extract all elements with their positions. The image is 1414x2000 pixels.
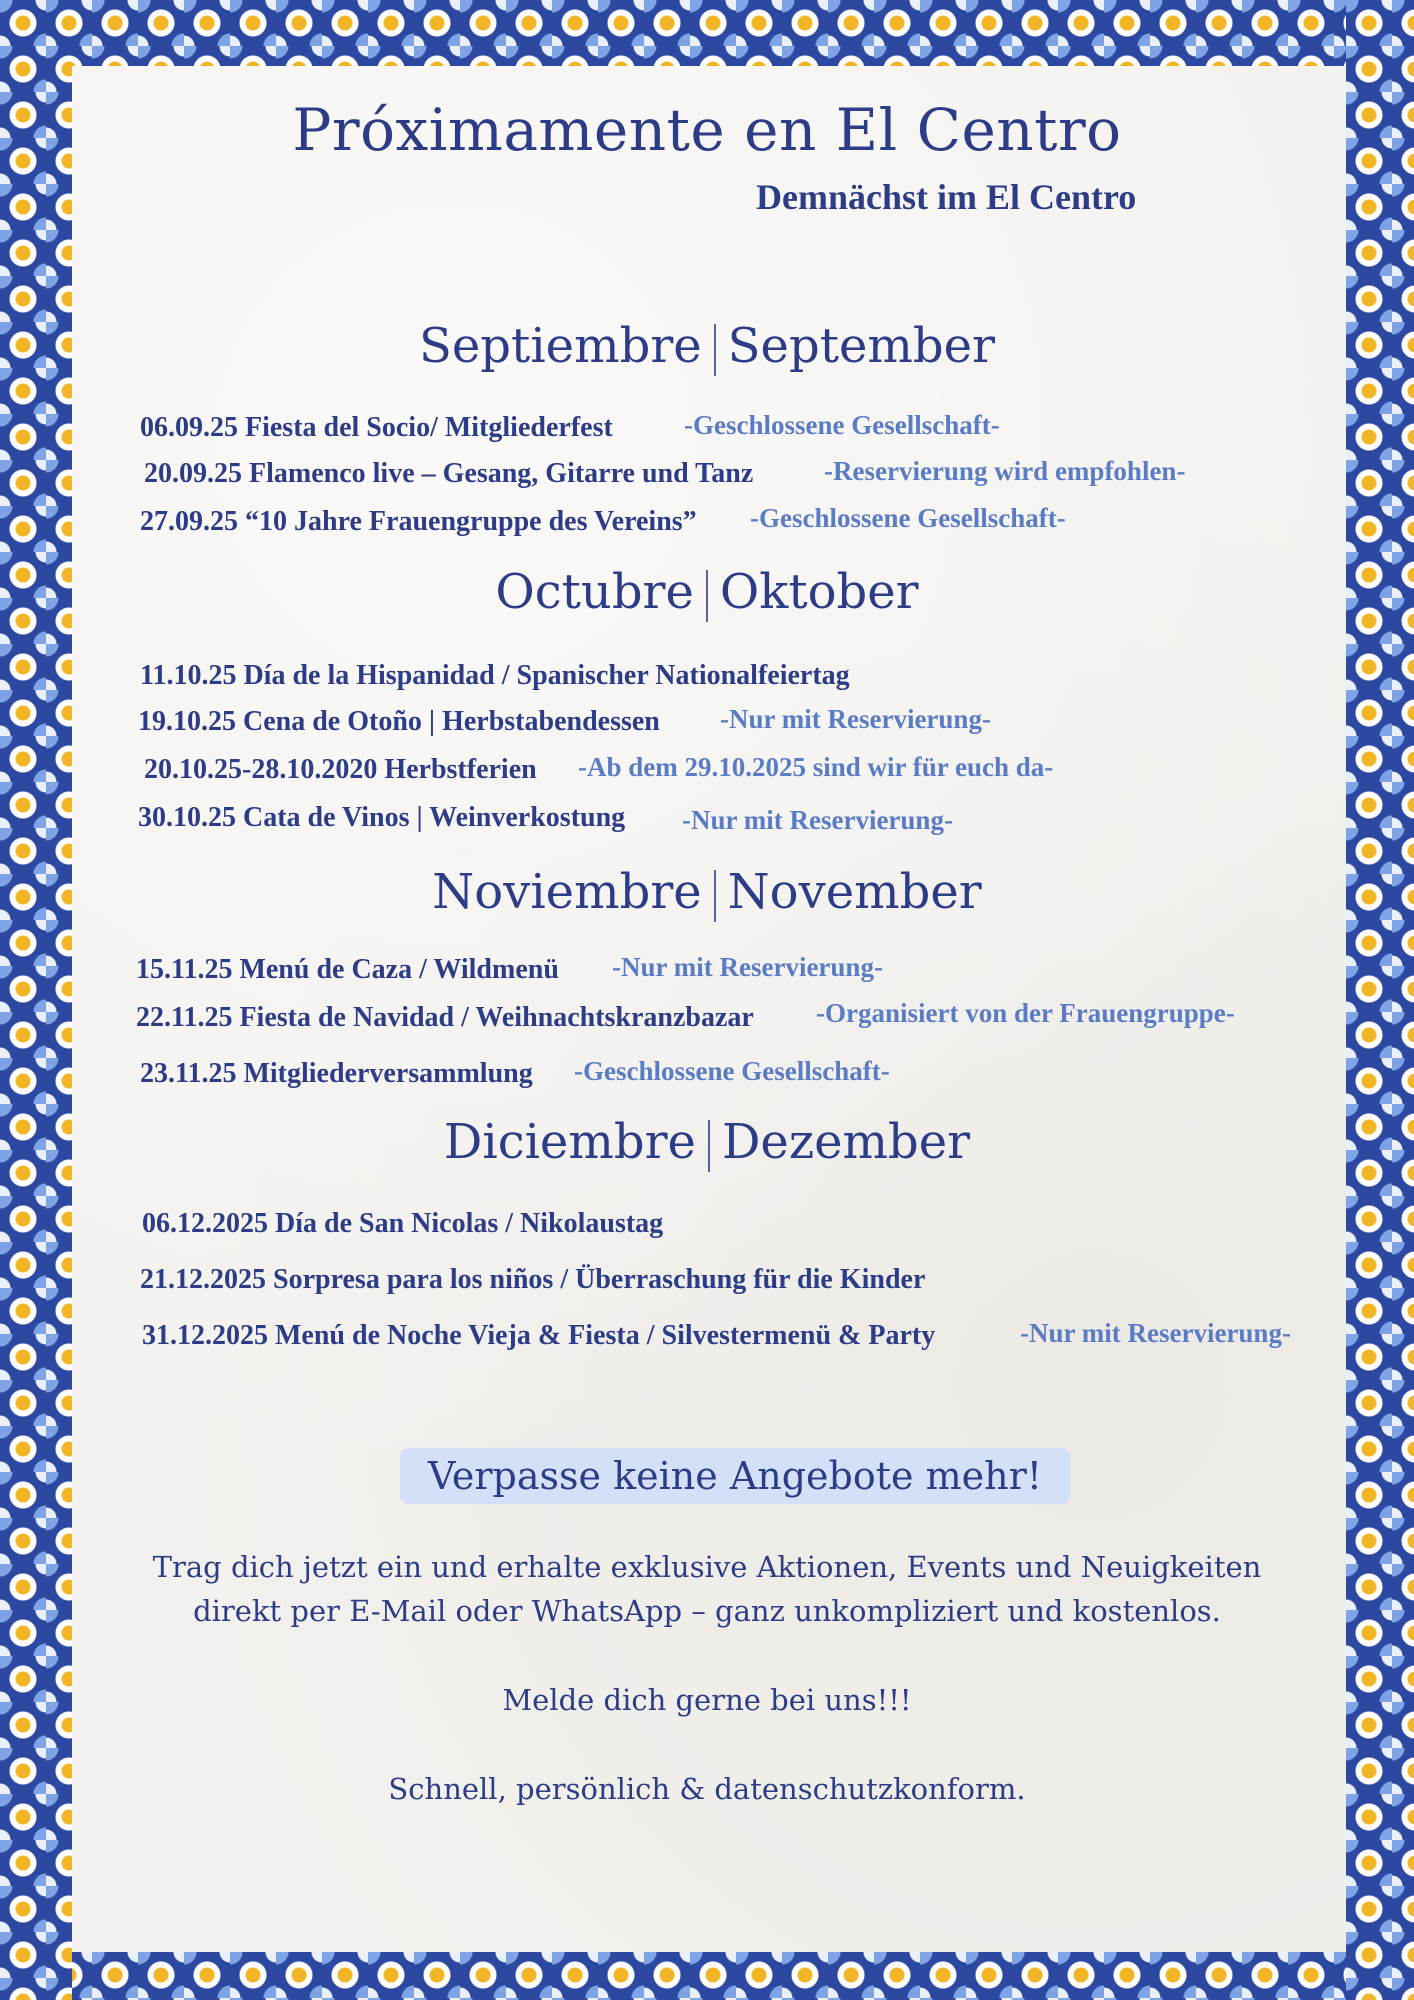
event-item: 27.09.25 “10 Jahre Frauengruppe des Vereins”: [140, 506, 697, 537]
month-name-de: Oktober: [719, 564, 919, 620]
event-note: -Geschlossene Gesellschaft-: [574, 1056, 890, 1086]
cta-headline: Verpasse keine Angebote mehr!: [427, 1454, 1043, 1498]
event-note: -Nur mit Reservierung-: [1020, 1318, 1291, 1348]
month-name-de: September: [727, 318, 995, 374]
month-name-de: November: [727, 864, 982, 920]
month-heading-september: [0, 318, 1414, 376]
cta-footer: Schnell, persönlich & datenschutzkonform.: [388, 1772, 1026, 1806]
event-item: 06.09.25 Fiesta del Socio/ Mitgliederfest: [140, 412, 613, 443]
event-note: -Organisiert von der Frauengruppe-: [816, 998, 1235, 1028]
month-separator: [714, 324, 716, 376]
tile-border-bottom: [0, 1952, 1414, 2000]
month-separator: [706, 570, 708, 622]
month-heading-november: [0, 864, 1414, 922]
page-title: Próximamente en El Centro: [292, 96, 1122, 164]
event-item: 11.10.25 Día de la Hispanidad / Spanischer Nationalfeiertag: [140, 660, 850, 691]
event-item: 19.10.25 Cena de Otoño | Herbstabendessen: [138, 706, 660, 737]
event-item: 31.12.2025 Menú de Noche Vieja & Fiesta / Silvestermenü & Party: [142, 1320, 936, 1351]
event-item: 06.12.2025 Día de San Nicolas / Nikolaustag: [142, 1208, 664, 1239]
event-item: 30.10.25 Cata de Vinos | Weinverkostung: [138, 802, 626, 833]
cta-text-line-1: Trag dich jetzt ein und erhalte exklusive Aktionen, Events und Neuigkeiten: [152, 1550, 1262, 1584]
event-item: 21.12.2025 Sorpresa para los niños / Überraschung für die Kinder: [140, 1264, 926, 1295]
event-note: -Nur mit Reservierung-: [682, 805, 953, 835]
event-note: -Nur mit Reservierung-: [612, 952, 883, 982]
month-separator: [714, 870, 716, 922]
event-note: -Reservierung wird empfohlen-: [824, 456, 1186, 486]
tile-border-top: [0, 0, 1414, 66]
event-note: -Geschlossene Gesellschaft-: [750, 503, 1066, 533]
month-name-es: Septiembre: [419, 318, 702, 374]
event-note: -Ab dem 29.10.2025 sind wir für euch da-: [578, 752, 1054, 782]
event-item: 23.11.25 Mitgliederversammlung: [140, 1058, 533, 1089]
event-item: 22.11.25 Fiesta de Navidad / Weihnachtskranzbazar: [136, 1002, 754, 1033]
month-name-es: Noviembre: [432, 864, 702, 920]
event-note: -Nur mit Reservierung-: [720, 704, 991, 734]
event-item: 20.09.25 Flamenco live – Gesang, Gitarre und Tanz: [144, 458, 754, 489]
event-item: 20.10.25-28.10.2020 Herbstferien: [144, 754, 537, 785]
cta-text-line-2: direkt per E-Mail oder WhatsApp – ganz unkompliziert und kostenlos.: [193, 1594, 1221, 1628]
event-note: -Geschlossene Gesellschaft-: [684, 410, 1000, 440]
month-name-de: Dezember: [721, 1114, 971, 1170]
page-subtitle: Demnächst im El Centro: [756, 177, 1137, 217]
month-name-es: Diciembre: [443, 1114, 696, 1170]
month-heading-december: [0, 1114, 1414, 1172]
cta-invite: Melde dich gerne bei uns!!!: [502, 1683, 912, 1717]
month-name-es: Octubre: [495, 564, 694, 620]
event-item: 15.11.25 Menú de Caza / Wildmenü: [136, 954, 559, 985]
month-separator: [708, 1120, 710, 1172]
month-heading-october: [0, 564, 1414, 622]
